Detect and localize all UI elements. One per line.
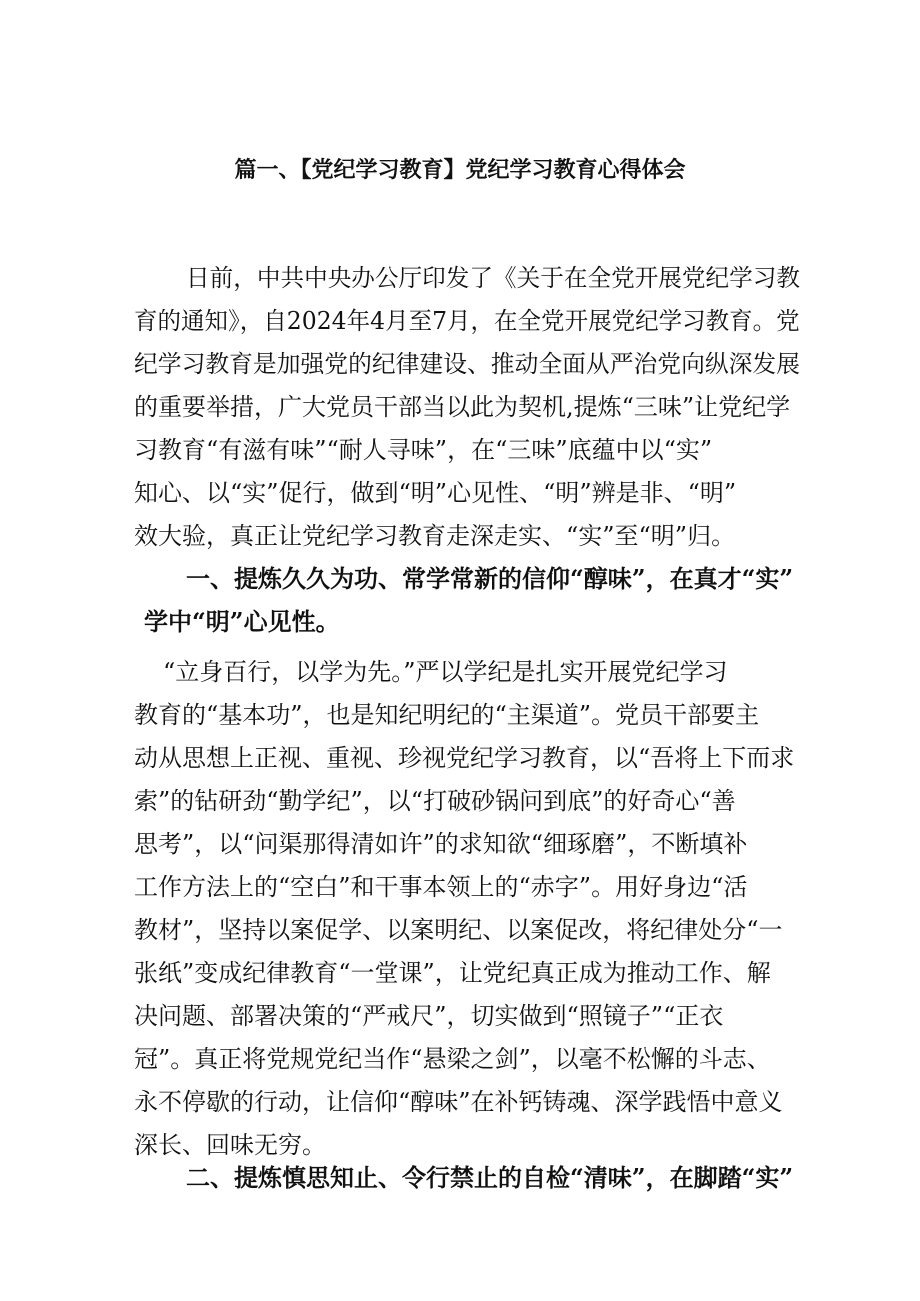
paragraph-2-line-2: 教育的“基本功”，也是知纪明纪的“主渠道”。党员干部要主 xyxy=(134,701,760,729)
paragraph-2-line-11: 永不停歇的行动，让信仰“醇味”在补钙铸魂、深学践悟中意义 xyxy=(134,1088,783,1116)
section-heading-2-line-1: 二、提炼慎思知止、令行禁止的自检“清味”，在脚踏“实” xyxy=(186,1163,794,1192)
paragraph-1-line-7: 效大验，真正让党纪学习教育走深走实、“实”至“明”归。 xyxy=(134,522,736,550)
paragraph-1-line-2: 育的通知》，自2024年4月至7月，在全党开展党纪学习教育。党 xyxy=(134,307,800,335)
section-heading-1-line-2: 学中“明”心见性。 xyxy=(144,607,340,636)
paragraph-2-line-3: 动从思想上正视、重视、珍视党纪学习教育，以“吾将上下而求 xyxy=(134,744,795,772)
paragraph-2-line-5: 思考”，以“问渠那得清如许”的求知欲“细琢磨”，不断填补 xyxy=(134,830,748,858)
paragraph-2-line-4: 索”的钻研劲“勤学纪”，以“打破砂锅问到底”的好奇心“善 xyxy=(134,787,736,815)
paragraph-1-line-4: 的重要举措，广大党员干部当以此为契机,提炼“三味”让党纪学 xyxy=(134,393,791,421)
paragraph-1-line-1: 日前，中共中央办公厅印发了《关于在全党开展党纪学习教 xyxy=(186,264,800,292)
paragraph-2-line-1: “立身百行，以学为先。”严以学纪是扎实开展党纪学习 xyxy=(163,658,728,686)
paragraph-2-line-8: 张纸”变成纪律教育“一堂课”，让党纪真正成为推动工作、解 xyxy=(134,959,771,987)
paragraph-2-line-9: 决问题、部署决策的“严戒尺”，切实做到“照镜子”“正衣 xyxy=(134,1002,724,1030)
paragraph-1-line-6: 知心、以“实”促行，做到“明”心见性、“明”辨是非、“明” xyxy=(134,479,737,507)
paragraph-2-line-7: 教材”，坚持以案促学、以案明纪、以案促改，将纪律处分“一 xyxy=(134,916,783,944)
document-title: 篇一、【党纪学习教育】党纪学习教育心得体会 xyxy=(234,157,686,183)
paragraph-2-line-6: 工作方法上的“空白”和干事本领上的“赤字”。用好身边“活 xyxy=(134,873,748,901)
paragraph-1-line-3: 纪学习教育是加强党的纪律建设、推动全面从严治党向纵深发展 xyxy=(134,350,800,378)
paragraph-2-line-10: 冠”。真正将党规党纪当作“悬梁之剑”，以毫不松懈的斗志、 xyxy=(134,1045,771,1073)
section-heading-1-line-1: 一、提炼久久为功、常学常新的信仰“醇味”，在真才“实” xyxy=(186,564,794,593)
paragraph-2-line-12: 深长、回味无穷。 xyxy=(134,1131,326,1159)
paragraph-1-line-5: 习教育“有滋有味”“耐人寻味”，在“三味”底蕴中以“实” xyxy=(134,436,713,464)
